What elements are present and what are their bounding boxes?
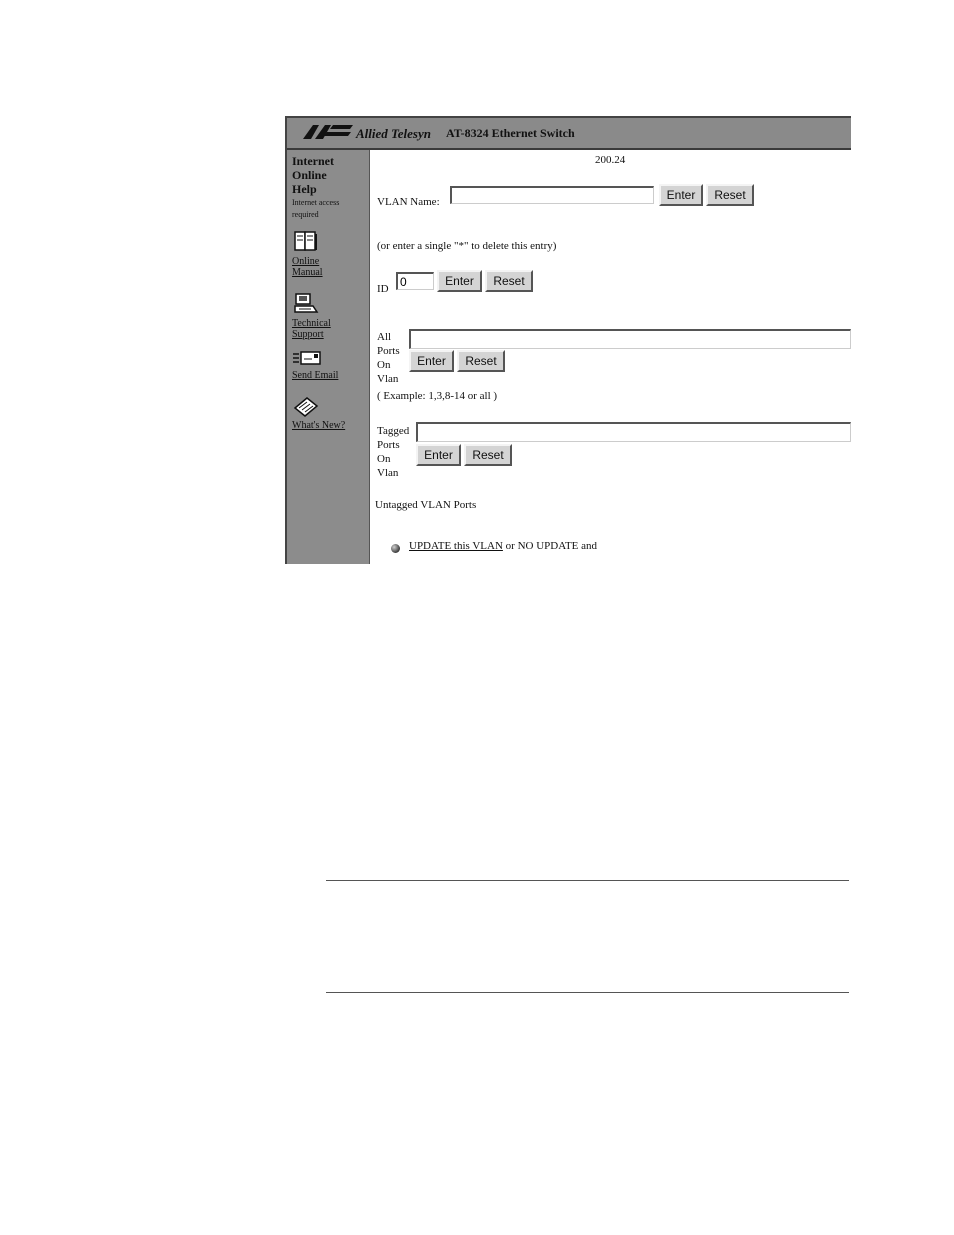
bottom-divider (326, 992, 849, 993)
sidebar (287, 150, 370, 564)
vlan-id-input[interactable] (396, 272, 434, 290)
sidebar-link-send-email[interactable]: Send Email (292, 370, 339, 381)
sidebar-link-technical-support[interactable]: Technical Support (292, 318, 331, 340)
tagged-ports-reset-button[interactable]: Reset (464, 444, 512, 466)
no-update-text: or NO UPDATE and (502, 540, 598, 552)
sidebar-link-whats-new[interactable]: What's New? (292, 420, 346, 431)
id-label: ID (377, 283, 389, 295)
internet-online-help-heading: Internet Online Help (292, 154, 334, 196)
header-banner (287, 118, 851, 150)
sidebar-link-online-manual[interactable]: Online Manual (292, 256, 323, 278)
example-hint: ( Example: 1,3,8-14 or all ) (377, 390, 498, 402)
page-id: 200.24 (595, 154, 626, 166)
book-icon[interactable] (293, 230, 319, 252)
vlan-name-input[interactable] (450, 186, 654, 204)
all-ports-enter-button[interactable]: Enter (409, 350, 454, 372)
delete-hint: (or enter a single "*" to delete this entry) (377, 240, 557, 252)
vlan-name-label: VLAN Name: (377, 196, 440, 208)
whats-new-icon[interactable] (293, 396, 319, 418)
tagged-ports-label: Tagged Ports On Vlan (377, 425, 410, 479)
vlan-name-enter-button[interactable]: Enter (659, 184, 703, 206)
allied-telesyn-logo-icon (301, 123, 353, 141)
browser-screenshot (285, 116, 851, 564)
tagged-ports-input[interactable] (416, 422, 851, 442)
bullet-icon (391, 544, 400, 553)
phone-icon[interactable] (293, 292, 319, 314)
vlan-name-reset-button[interactable]: Reset (706, 184, 754, 206)
update-vlan-link[interactable]: UPDATE this VLAN (409, 540, 503, 552)
all-ports-reset-button[interactable]: Reset (457, 350, 505, 372)
untagged-vlan-ports-label: Untagged VLAN Ports (375, 499, 477, 511)
all-ports-label: All Ports On Vlan (377, 331, 400, 385)
vlan-form (371, 150, 851, 564)
product-name: AT-8324 Ethernet Switch (446, 126, 575, 140)
update-line (409, 540, 597, 552)
vlan-id-enter-button[interactable]: Enter (437, 270, 482, 292)
top-divider (326, 880, 849, 881)
vlan-id-reset-button[interactable]: Reset (485, 270, 533, 292)
brand-name: Allied Telesyn (356, 126, 431, 141)
internet-access-note: Internet access required (292, 198, 340, 219)
tagged-ports-enter-button[interactable]: Enter (416, 444, 461, 466)
all-ports-input[interactable] (409, 329, 851, 349)
email-icon[interactable] (293, 350, 321, 366)
